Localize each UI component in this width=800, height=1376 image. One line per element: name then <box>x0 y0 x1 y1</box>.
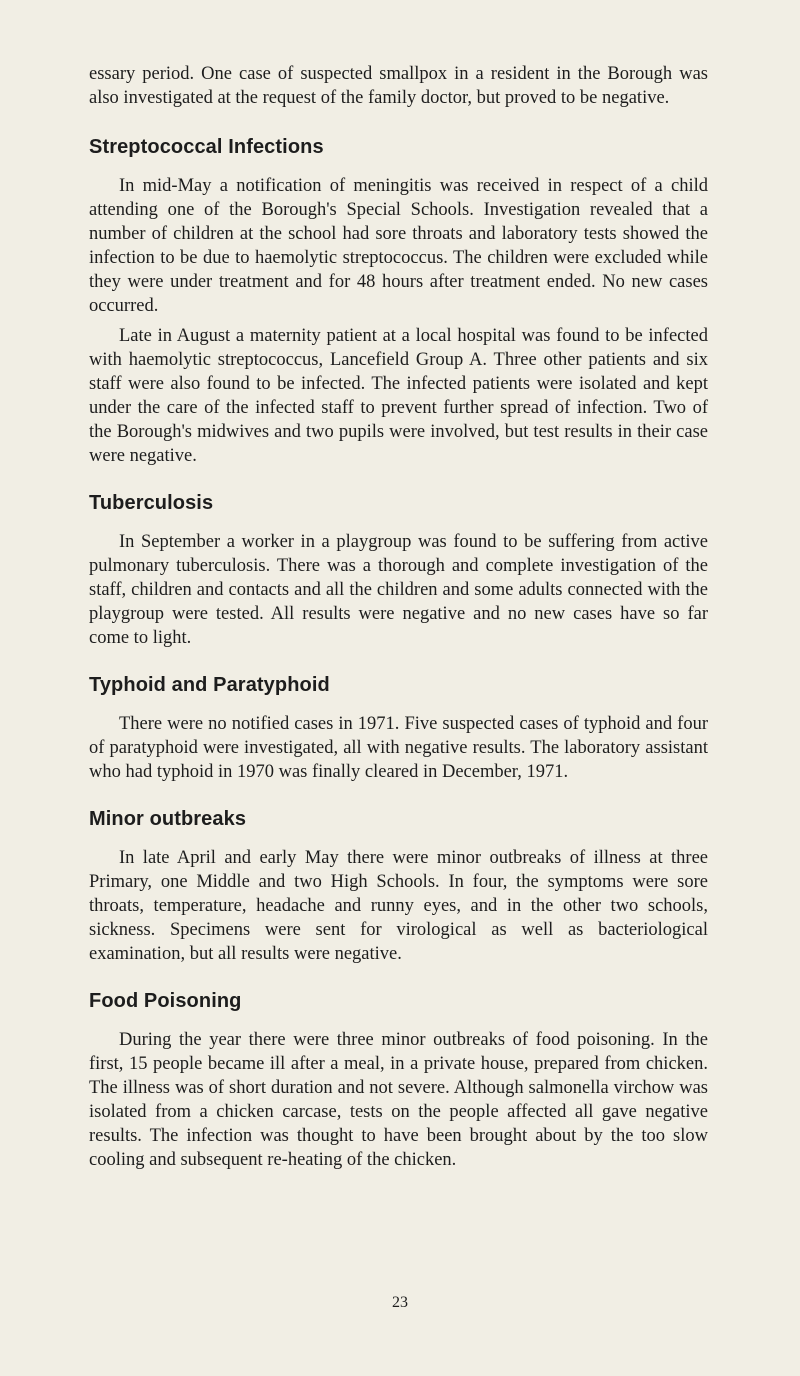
section-paragraph: In mid-May a notification of meningitis was received in respect of a child attending one of the Borough's Special Schools. Investigation revealed that a number of children at the school had sore throats and laboratory tests showed the infection to be due to haemolytic streptococcus. The children were excluded while they were under treatment and for 48 hours after treatment ended. No new cases occurred. <box>89 176 708 316</box>
section-paragraph: There were no notified cases in 1971. Five suspected cases of typhoid and four of paratyphoid were investigated, all with negative results. The laboratory assistant who had typhoid in 1970 was finally cleared in December, 1971. <box>89 714 708 782</box>
page-number: 23 <box>392 1294 408 1311</box>
section-heading: Tuberculosis <box>89 492 214 514</box>
section-streptococcal-infections <box>89 134 708 468</box>
section-typhoid-and-paratyphoid <box>89 672 708 784</box>
section-paragraph: In late April and early May there were minor outbreaks of illness at three Primary, one Middle and two High Schools. In four, the symptoms were sore throats, temperature, headache and runny eyes, and in the other two schools, sickness. Specimens were sent for virological as well as bacteriological examination, but all results were negative. <box>89 848 708 964</box>
section-tuberculosis <box>89 490 708 650</box>
section-food-poisoning <box>89 988 708 1172</box>
section-minor-outbreaks <box>89 806 708 966</box>
section-heading: Food Poisoning <box>89 990 242 1012</box>
intro-paragraph: essary period. One case of suspected smallpox in a resident in the Borough was also investigated at the request of the family doctor, but proved to be negative. <box>89 64 708 108</box>
section-heading: Minor outbreaks <box>89 808 247 830</box>
section-paragraph: In September a worker in a playgroup was found to be suffering from active pulmonary tuberculosis. There was a thorough and complete investigation of the staff, children and contacts and all the children and some adults connected with the playgroup were tested. All results were negative and no new cases have so far come to light. <box>89 532 708 648</box>
section-heading: Typhoid and Paratyphoid <box>89 674 330 696</box>
section-paragraph: Late in August a maternity patient at a local hospital was found to be infected with haemolytic streptococcus, Lancefield Group A. Three other patients and six staff were also found to be infected. The infected patients were isolated and kept under the care of the infected staff to prevent further spread of infection. Two of the Borough's midwives and two pupils were involved, but test results in their case were negative. <box>89 326 708 466</box>
section-paragraph: During the year there were three minor outbreaks of food poisoning. In the first, 15 people became ill after a meal, in a private house, prepared from chicken. The illness was of short duration and not severe. Although salmonella virchow was isolated from a chicken carcase, tests on the people affected all gave negative results. The infection was thought to have been brought about by the too slow cooling and subsequent re-heating of the chicken. <box>89 1030 708 1170</box>
section-heading: Streptococcal Infections <box>89 136 324 158</box>
